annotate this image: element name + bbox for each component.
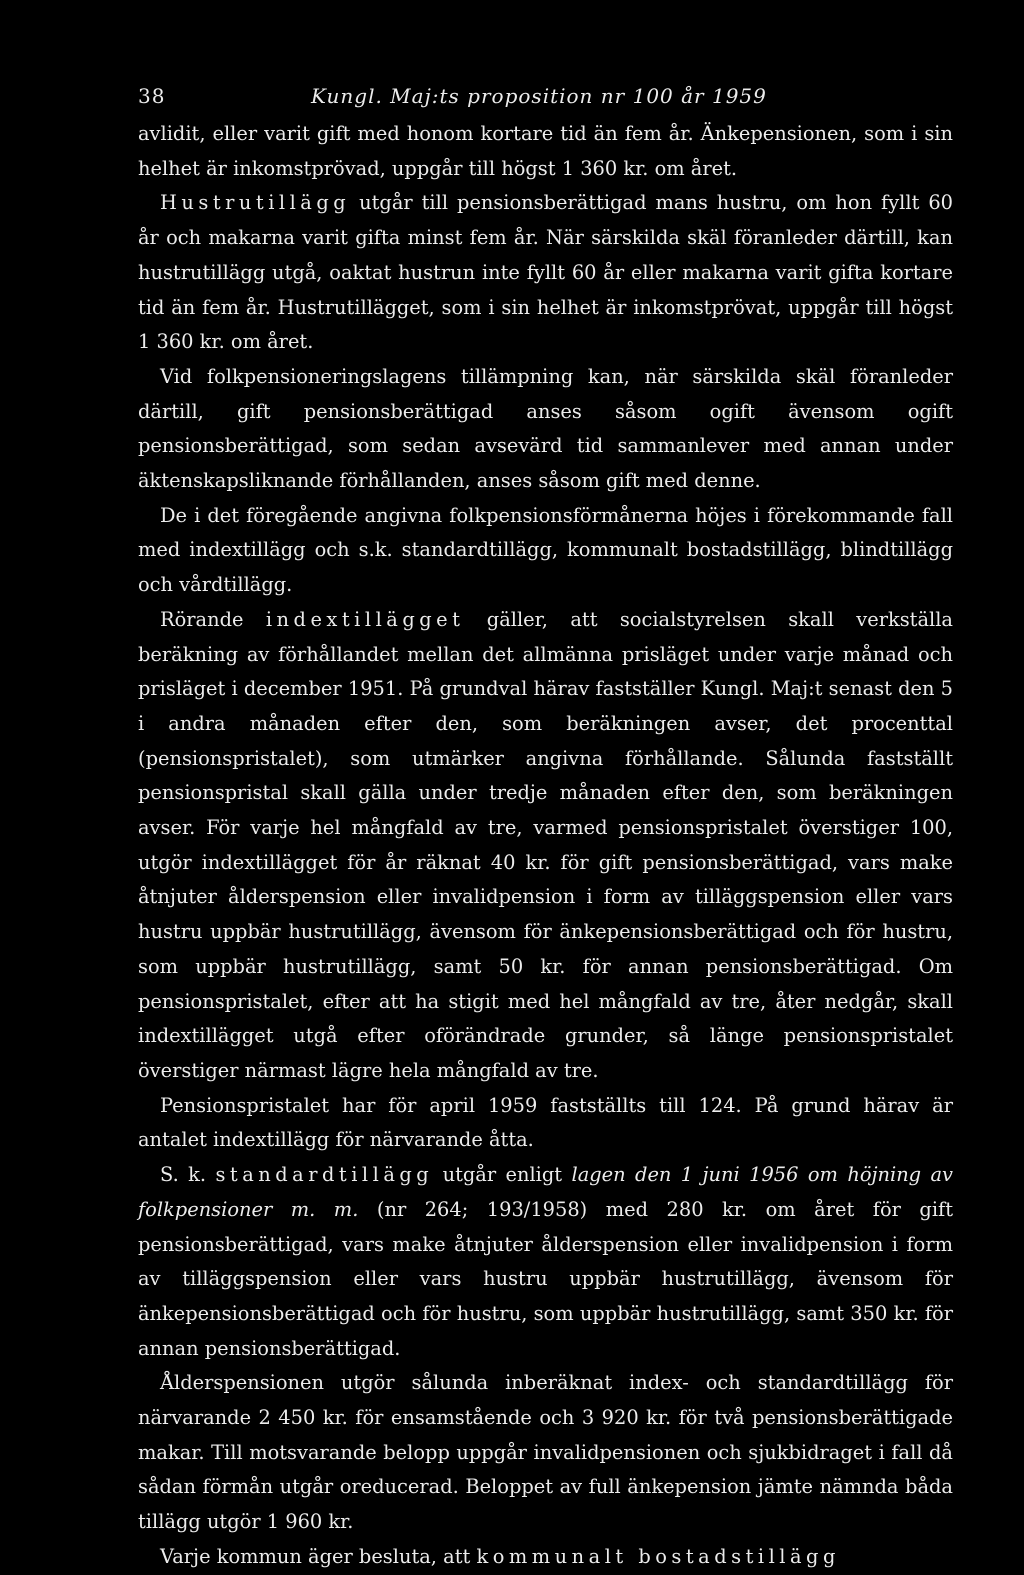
paragraph-prefix: Rörande: [160, 607, 266, 631]
paragraph-text: avlidit, eller varit gift med honom kortare tid än fem år. Änkepensionen, som i sin helhet är inkomstprövad, uppgår till högst 1 360 kr. om året.: [138, 122, 953, 180]
paragraph-housing-supplement: [138, 1540, 953, 1575]
term-hustrutillagg: Hustrutillägg: [160, 191, 351, 215]
paragraph-old-age-pension: [138, 1366, 953, 1540]
paragraph-price-index: [138, 1089, 953, 1158]
paragraph-standard-supplement: [138, 1158, 953, 1366]
term-standardtillagg: standardtillägg: [215, 1163, 434, 1187]
paragraph-prefix: S. k.: [160, 1163, 216, 1187]
paragraph-wife-supplement: [138, 186, 953, 360]
term-kommunalt-bostadstillagg: kommunalt bostadstillägg: [476, 1544, 840, 1568]
paragraph-mid: utgår enligt: [433, 1163, 572, 1187]
paragraph-text: utgår till pensionsberättigad mans hustru, om hon fyllt 60 år och makarna varit gifta minst fem år. När särskilda skäl föranleder därtill, kan hustrutillägg utgå, oaktat hustrun inte fyllt 60 år eller makarna varit gifta kortare tid än fem år. Hustrutillägget, som i sin helhet är inkomstprövat, uppgår till högst 1 360 kr. om året.: [138, 191, 953, 354]
paragraph-text: Ålderspensionen utgör sålunda inberäknat index- och standardtillägg för närvarande 2 450 kr. för ensamstående och 3 920 kr. för två pensionsberättigade makar. Till motsvarande belopp uppgår invalidpensionen och sjukbidraget i fall då sådan förmån utgår oreducerad. Beloppet av full änkepension jämte nämnda båda tillägg utgör 1 960 kr.: [138, 1371, 953, 1534]
term-indextillagget: indextillägget: [265, 607, 465, 631]
law-reference: lagen den 1 juni 1956 om höjning av folkpensioner m. m.: [138, 1163, 954, 1221]
paragraph-prefix: Varje kommun äger besluta, att: [160, 1544, 477, 1568]
paragraph-marital-status: [138, 360, 953, 499]
page-header: [138, 84, 948, 118]
paragraph-text: gäller, att socialstyrelsen skall verkställa beräkning av förhållandet mellan det allmänna prisläget under varje månad och prisläget i december 1951. På grundval härav fastställer Kungl. Maj:t senast den 5 i andra månaden efter den, som beräkningen avser, det procenttal (pensionspristalet), som utmärker angivna förhållande. Sålunda fastställt pensionspristal skall gälla under tredje månaden efter den, som beräkningen avser. För varje hel mångfald av tre, varmed pensionspristalet överstiger 100, utgör indextillägget för år räknat 40 kr. för gift pensionsberättigad, vars make åtnjuter ålderspension eller invalidpension i form av tilläggspension eller vars hustru uppbär hustrutillägg, ävensom för änkepensionsberättigad och för hustru, som uppbär hustrutillägg, samt 50 kr. för annan pensionsberättigad. Om pensionspristalet, efter att ha stigit med hel mångfald av tre, åter nedgår, skall indextillägget utgå efter oförändrade grunder, så länge pensionspristalet överstiger närmast lägre hela mångfald av tre.: [138, 607, 953, 1082]
paragraph-text: (nr 264; 193/1958) med 280 kr. om året för gift pensionsberättigad, vars make åtnjuter ålderspension eller invalidpension i form av tilläggspension eller vars hustru uppbär hustrutillägg, ävensom för änkepensionsberättigad och för hustru, som uppbär hustrutillägg, samt 350 kr. för annan pensionsberättigad.: [138, 1197, 953, 1360]
paragraph-index-supplement: [138, 603, 953, 1089]
paragraph-text: Pensionspristalet har för april 1959 fastställts till 124. På grund härav är antalet indextillägg för närvarande åtta.: [138, 1093, 953, 1152]
paragraph-supplements-overview: [138, 499, 953, 603]
page-number: 38: [138, 84, 166, 108]
running-title: Kungl. Maj:ts proposition nr 100 år 1959: [311, 84, 767, 108]
body-text: [138, 117, 953, 1575]
paragraph-text: Vid folkpensioneringslagens tillämpning kan, när särskilda skäl föranleder därtill, gift pensionsberättigad anses såsom ogift ävensom ogift pensionsberättigad, som sedan avsevärd tid sammanlever med annan under äktenskapsliknande förhållanden, anses såsom gift med denne.: [138, 364, 953, 493]
paragraph-text: De i det föregående angivna folkpensionsförmånerna höjes i förekommande fall med indextillägg och s.k. standardtillägg, kommunalt bostadstillägg, blindtillägg och vårdtillägg.: [138, 503, 953, 597]
paragraph-widow-pension: [138, 117, 953, 186]
